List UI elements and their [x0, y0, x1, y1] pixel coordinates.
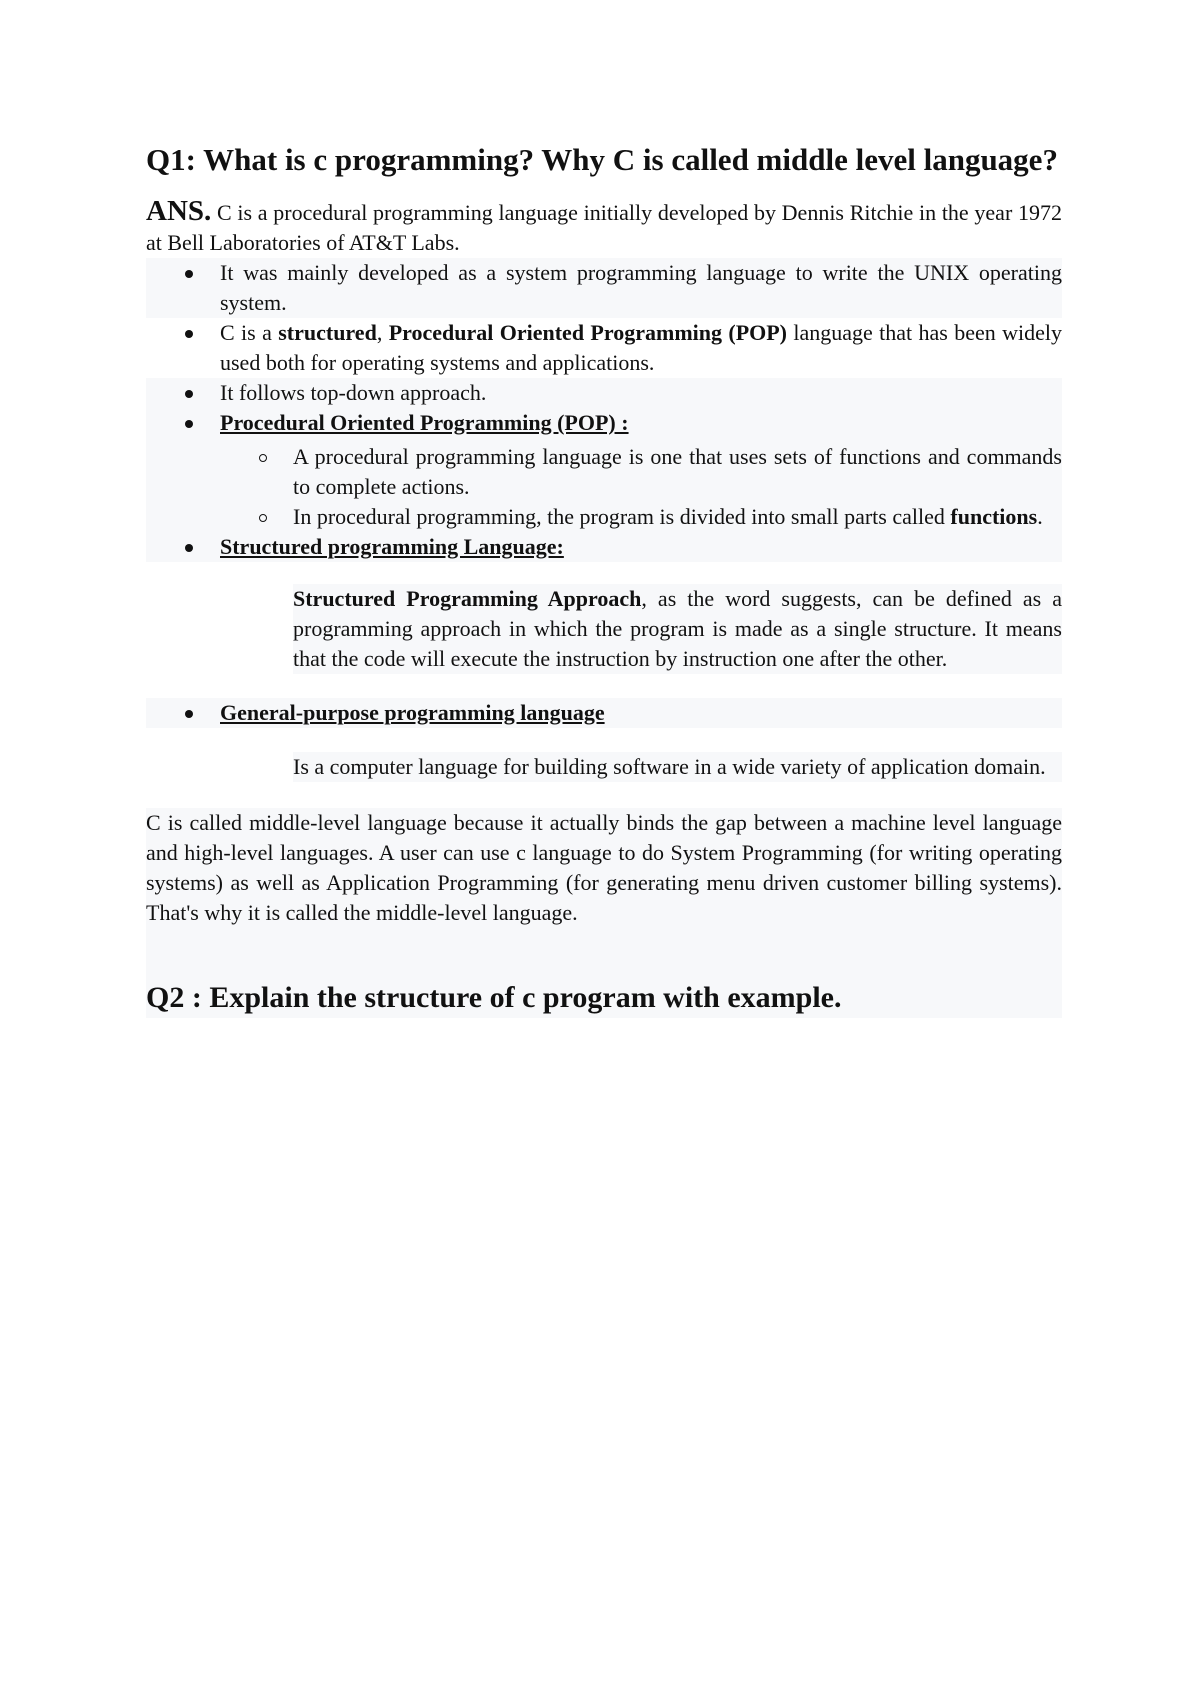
- structured-approach-bold: Structured Programming Approach: [293, 586, 642, 611]
- bullet-structured-programming: [146, 532, 1062, 562]
- structured-approach-text: , as the word suggests, can be defined as a programming approach in which the program is made as a single structure. It means that the code will execute the instruction by instruction one after the other.: [293, 586, 1062, 671]
- sub-item-bold-functions: functions: [950, 504, 1038, 529]
- structured-approach-paragraph: [293, 584, 1062, 674]
- structured-heading: Structured programming Language:: [220, 534, 564, 559]
- sub-bullet-circle-icon: [259, 514, 267, 522]
- bullet-bold-structured: structured: [278, 320, 377, 345]
- bullet-structured-pop: [146, 318, 1062, 378]
- question-2-title: Q2 : Explain the structure of c program with example.: [146, 978, 1062, 1018]
- general-purpose-heading: General-purpose programming language: [220, 700, 605, 725]
- bullet-bold-pop: Procedural Oriented Programming (POP): [388, 320, 788, 345]
- bullet-dot-icon: [185, 390, 193, 398]
- middle-level-paragraph: C is called middle-level language because it actually binds the gap between a machine level language and high-level languages. A user can use c language to do System Programming (for writing operating systems) as well as Application Programming (for generating menu driven customer billing systems). That's why it is called the middle-level language.: [146, 808, 1062, 928]
- answer-bullet-list: [146, 258, 1062, 562]
- bullet-text-prefix: C is a: [220, 320, 279, 345]
- bullet-text-suffix: language that has been widely used both for operating systems and applications.: [220, 320, 1062, 375]
- bullet-pop-section: [146, 408, 1062, 532]
- question-1-title: Q1: What is c programming? Why C is called middle level language?: [146, 142, 1058, 177]
- pop-sub-item-functions-commands: [220, 442, 1062, 502]
- spacer: [146, 928, 1062, 978]
- answer-intro-text: C is a procedural programming language initially developed by Dennis Ritchie in the year 1972 at Bell Laboratories of AT&T Labs.: [146, 200, 1062, 255]
- bullet-dot-icon: [185, 330, 193, 338]
- sub-item-text-prefix: In procedural programming, the program is divided into small parts called: [293, 504, 951, 529]
- sub-item-text-suffix: .: [1037, 504, 1043, 529]
- pop-sub-list: [220, 442, 1062, 532]
- bullet-dot-icon: [185, 710, 193, 718]
- pop-sub-item-small-parts: [220, 502, 1062, 532]
- bullet-system-programming: [146, 258, 1062, 318]
- sub-item-text: A procedural programming language is one that uses sets of functions and commands to complete actions.: [293, 444, 1062, 499]
- sub-bullet-circle-icon: [259, 454, 267, 462]
- bullet-text: It follows top-down approach.: [220, 380, 487, 405]
- document-content: [146, 140, 1062, 1018]
- bullet-text-sep: ,: [376, 320, 389, 345]
- answer-bullet-list-2: [146, 698, 1062, 728]
- answer-label: ANS.: [146, 195, 212, 227]
- bullet-text: It was mainly developed as a system programming language to write the UNIX operating system.: [220, 260, 1062, 315]
- pop-heading: Procedural Oriented Programming (POP) :: [220, 410, 629, 435]
- bullet-general-purpose: [146, 698, 1062, 728]
- bullet-dot-icon: [185, 420, 193, 428]
- bullet-top-down: [146, 378, 1062, 408]
- general-purpose-paragraph: Is a computer language for building software in a wide variety of application domain.: [293, 752, 1062, 782]
- answer-intro: [146, 196, 1062, 258]
- bullet-dot-icon: [185, 270, 193, 278]
- bullet-dot-icon: [185, 544, 193, 552]
